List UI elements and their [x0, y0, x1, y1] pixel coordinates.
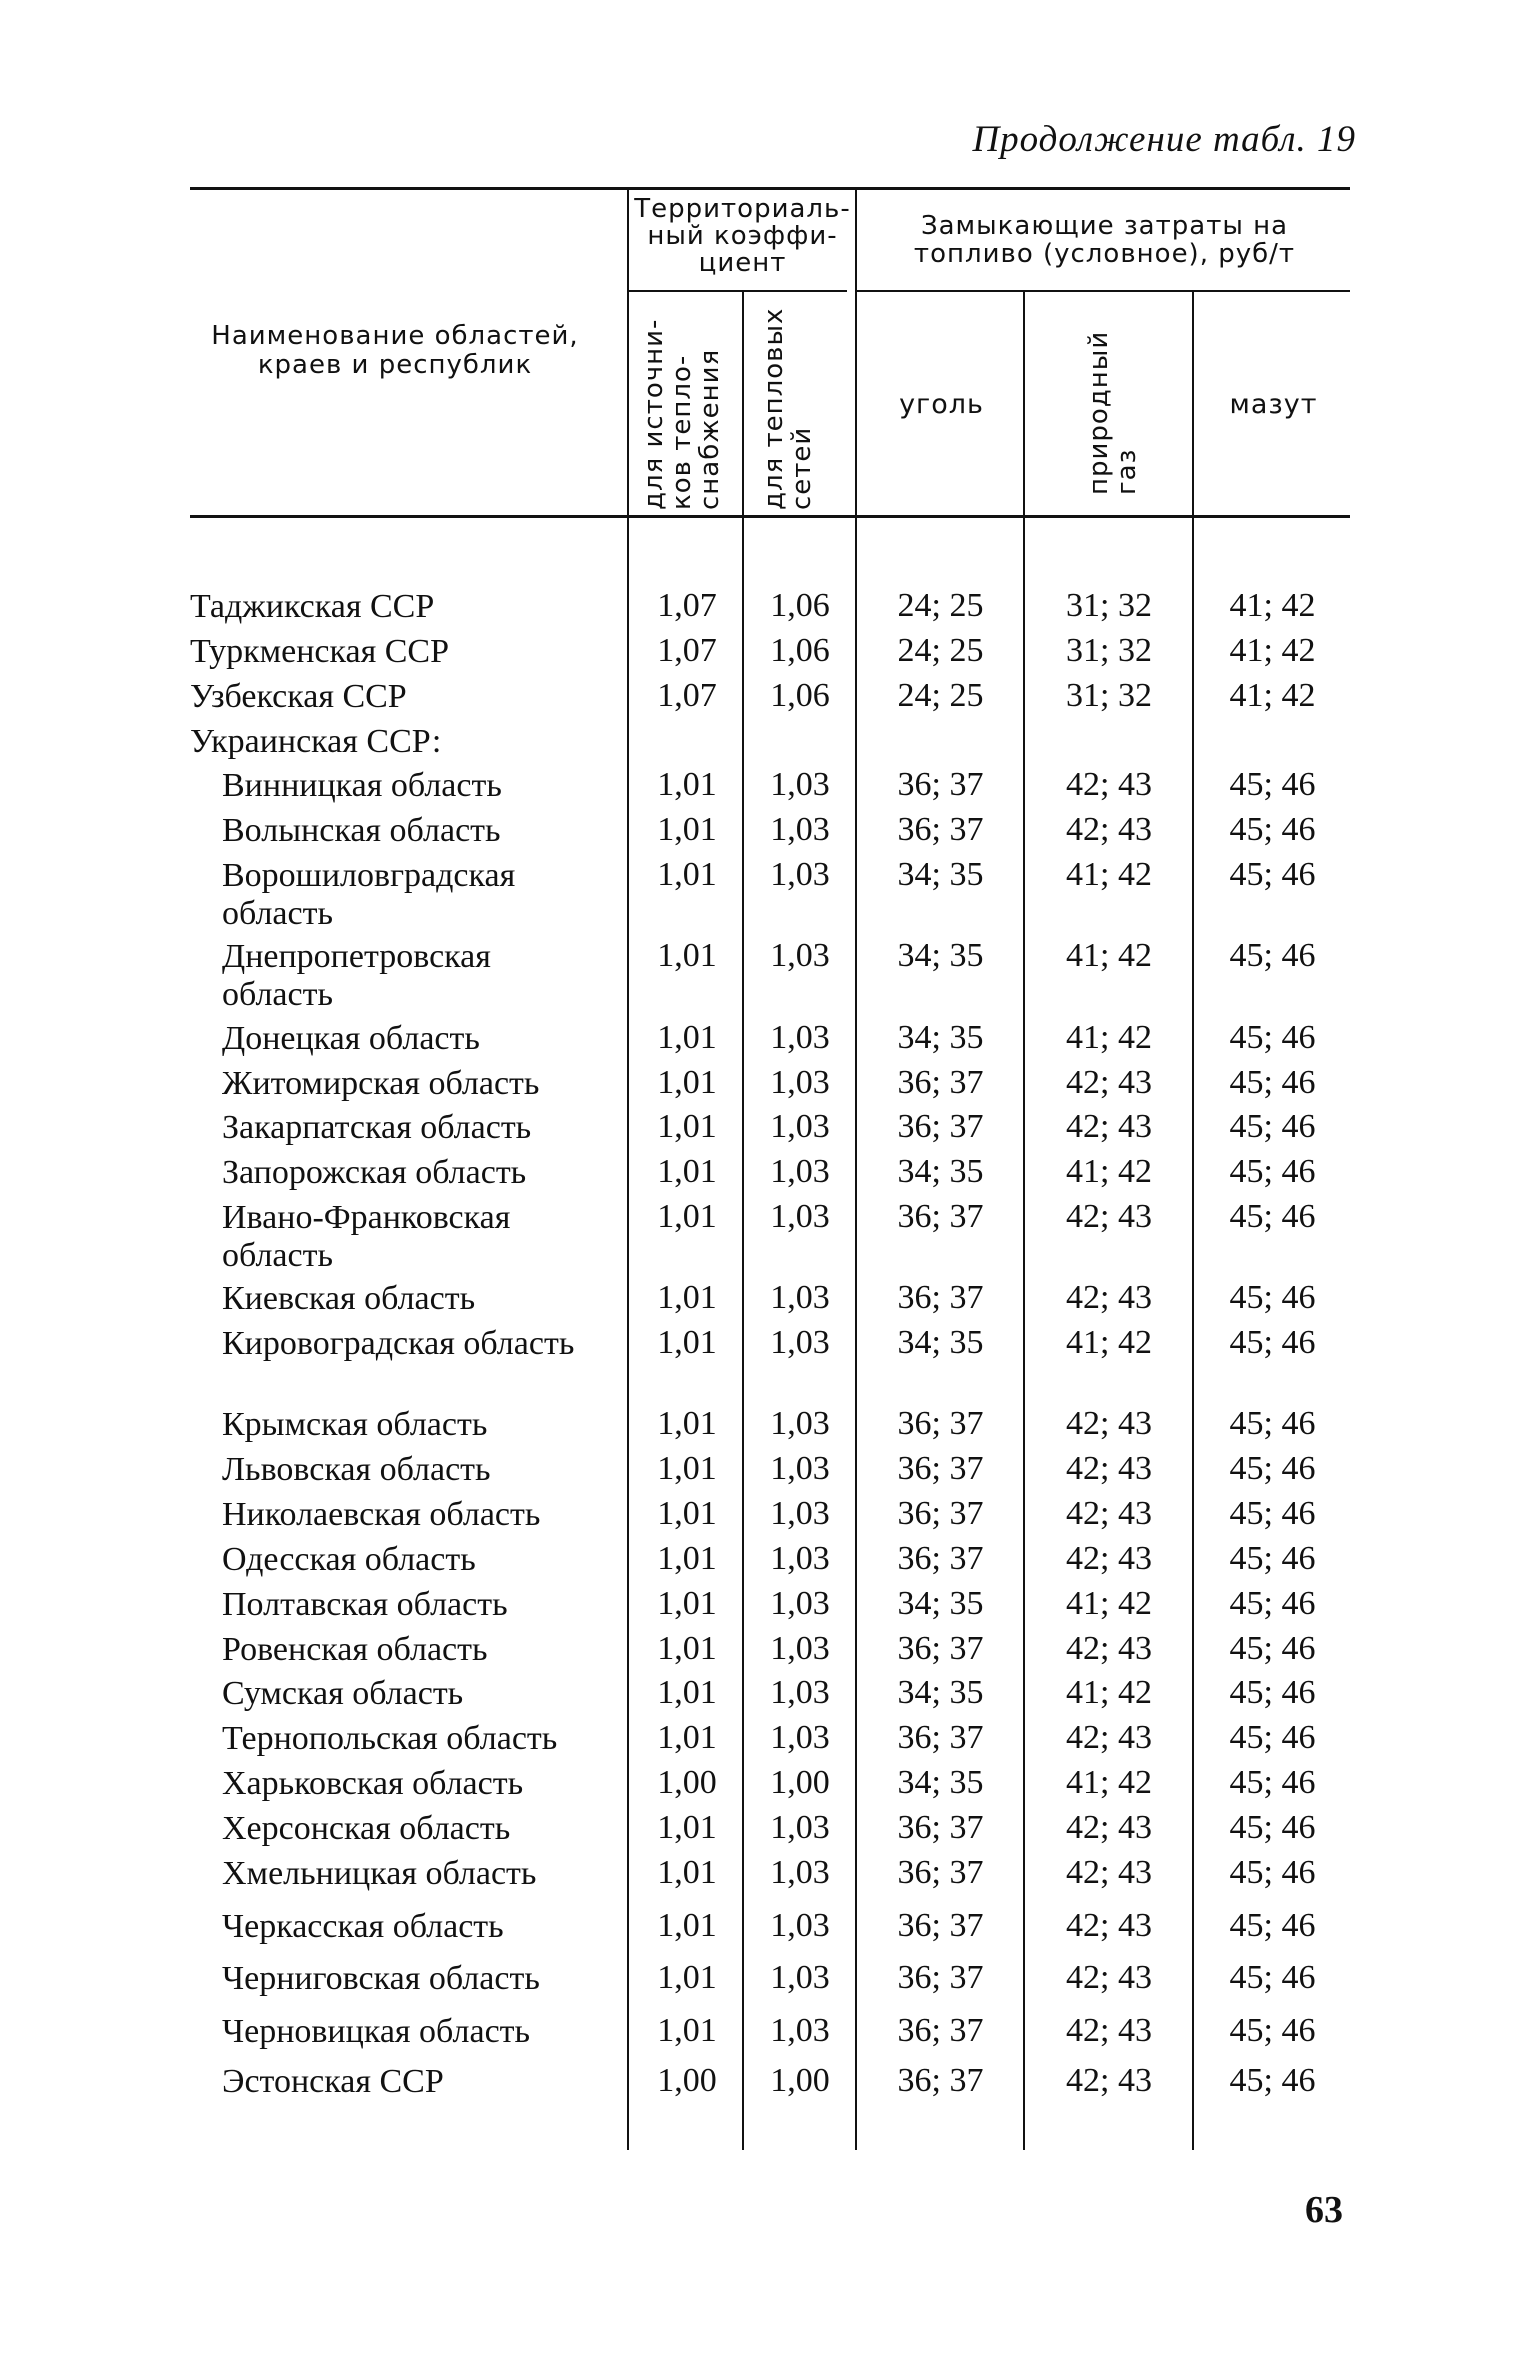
cell-oil: 45; 46: [1229, 2062, 1316, 2099]
cell-gas: 42; 43: [1066, 1108, 1152, 1145]
cell-coal: 36; 37: [897, 1495, 984, 1532]
cell-gas: 42; 43: [1066, 1959, 1152, 1996]
cell-coal: 36; 37: [897, 2012, 984, 2049]
cell-net: 1,03: [770, 937, 830, 974]
cell-coal: 36; 37: [897, 1630, 984, 1667]
cell-src: 1,01: [657, 1585, 717, 1622]
row-name: Украинская ССР:: [190, 723, 442, 760]
cell-gas: 31; 32: [1066, 587, 1152, 624]
row-name: Черниговская область: [222, 1960, 540, 1997]
cell-oil: 45; 46: [1229, 811, 1316, 848]
cell-src: 1,07: [657, 587, 717, 624]
row-name: Закарпатская область: [222, 1109, 532, 1146]
row-name: Ровенская область: [222, 1631, 488, 1668]
cell-src: 1,01: [657, 1153, 717, 1190]
row-name: Львовская область: [222, 1451, 491, 1488]
cell-net: 1,03: [770, 1854, 830, 1891]
cell-oil: 45; 46: [1229, 1809, 1316, 1846]
cell-oil: 45; 46: [1229, 1630, 1316, 1667]
cell-gas: 41; 42: [1066, 937, 1152, 974]
table-caption: Продолжение табл. 19: [972, 119, 1356, 160]
cell-gas: 42; 43: [1066, 1064, 1152, 1101]
row-name: Одесская область: [222, 1541, 476, 1578]
cell-coal: 24; 25: [897, 632, 984, 669]
cell-oil: 45; 46: [1229, 1907, 1316, 1944]
row-name: Николаевская область: [222, 1496, 541, 1533]
cell-src: 1,01: [657, 1674, 717, 1711]
cell-src: 1,01: [657, 811, 717, 848]
cell-src: 1,07: [657, 677, 717, 714]
cell-oil: 45; 46: [1229, 1153, 1316, 1190]
cell-gas: 42; 43: [1066, 766, 1152, 803]
cell-coal: 36; 37: [897, 1907, 984, 1944]
cell-net: 1,06: [770, 587, 830, 624]
cell-gas: 41; 42: [1066, 1674, 1152, 1711]
cell-src: 1,01: [657, 1019, 717, 1056]
cell-gas: 42; 43: [1066, 1279, 1152, 1316]
cell-net: 1,03: [770, 1279, 830, 1316]
cell-coal: 36; 37: [897, 1108, 984, 1145]
page-number: 63: [1305, 2189, 1343, 2231]
row-name: Узбекская ССР: [190, 678, 407, 715]
cell-oil: 41; 42: [1229, 677, 1316, 714]
cell-src: 1,00: [657, 1764, 717, 1801]
cell-coal: 34; 35: [897, 1585, 984, 1622]
header-coef-group: Территориаль-ный коэффи-циент: [634, 194, 851, 278]
cell-oil: 45; 46: [1229, 1495, 1316, 1532]
cell-gas: 41; 42: [1066, 856, 1152, 893]
cell-net: 1,03: [770, 1198, 830, 1235]
cell-gas: 42; 43: [1066, 1854, 1152, 1891]
cell-net: 1,03: [770, 1719, 830, 1756]
cell-net: 1,03: [770, 1064, 830, 1101]
row-name: Харьковская область: [222, 1765, 524, 1802]
cell-gas: 42; 43: [1066, 1907, 1152, 1944]
cell-oil: 45; 46: [1229, 1854, 1316, 1891]
cell-coal: 36; 37: [897, 1959, 984, 1996]
row-name: Эстонская ССР: [222, 2063, 444, 2100]
cell-coal: 36; 37: [897, 1450, 984, 1487]
cell-gas: 42; 43: [1066, 1540, 1152, 1577]
header-fuel-oil: мазут: [1229, 389, 1318, 420]
cell-coal: 34; 35: [897, 1764, 984, 1801]
cell-net: 1,03: [770, 1405, 830, 1442]
cell-src: 1,01: [657, 1854, 717, 1891]
row-name: Киевская область: [222, 1280, 476, 1317]
cell-net: 1,03: [770, 1324, 830, 1361]
cell-oil: 45; 46: [1229, 766, 1316, 803]
row-name: Черкасская область: [222, 1908, 504, 1945]
cell-oil: 45; 46: [1229, 1064, 1316, 1101]
row-name: Туркменская ССР: [190, 633, 449, 670]
cell-gas: 42; 43: [1066, 1198, 1152, 1235]
cell-src: 1,01: [657, 1630, 717, 1667]
cell-oil: 45; 46: [1229, 1540, 1316, 1577]
cell-gas: 41; 42: [1066, 1324, 1152, 1361]
cell-coal: 36; 37: [897, 1719, 984, 1756]
cell-src: 1,01: [657, 1108, 717, 1145]
cell-src: 1,01: [657, 1450, 717, 1487]
cell-net: 1,03: [770, 811, 830, 848]
cell-oil: 45; 46: [1229, 1719, 1316, 1756]
cell-oil: 41; 42: [1229, 632, 1316, 669]
header-coef-sources: для источни- ков тепло- снабжения: [639, 318, 725, 510]
row-name: Сумская область: [222, 1675, 464, 1712]
cell-src: 1,01: [657, 2012, 717, 2049]
cell-coal: 34; 35: [897, 937, 984, 974]
header-cost-group: Замыкающие затраты на топливо (условное), руб/т: [913, 211, 1296, 269]
cell-net: 1,00: [770, 1764, 830, 1801]
cell-src: 1,01: [657, 1064, 717, 1101]
cell-src: 1,01: [657, 1324, 717, 1361]
cell-gas: 41; 42: [1066, 1585, 1152, 1622]
cell-gas: 31; 32: [1066, 677, 1152, 714]
cell-coal: 36; 37: [897, 1198, 984, 1235]
cell-src: 1,01: [657, 766, 717, 803]
cell-gas: 42; 43: [1066, 811, 1152, 848]
row-name: Черновицкая область: [222, 2013, 531, 2050]
cell-src: 1,01: [657, 856, 717, 893]
cell-coal: 34; 35: [897, 1324, 984, 1361]
cell-net: 1,03: [770, 1540, 830, 1577]
cell-coal: 24; 25: [897, 677, 984, 714]
cell-coal: 36; 37: [897, 1064, 984, 1101]
row-name: Таджикская ССР: [190, 588, 435, 625]
row-name: Кировоградская область: [222, 1325, 575, 1362]
cell-src: 1,01: [657, 1907, 717, 1944]
header-gas: природный газ: [1084, 330, 1142, 495]
cell-net: 1,03: [770, 1108, 830, 1145]
cell-src: 1,07: [657, 632, 717, 669]
row-name: Днепропетровская область: [222, 938, 491, 1013]
cell-net: 1,00: [770, 2062, 830, 2099]
cell-src: 1,00: [657, 2062, 717, 2099]
cell-src: 1,01: [657, 937, 717, 974]
cell-src: 1,01: [657, 1198, 717, 1235]
row-name: Крымская область: [222, 1406, 488, 1443]
cell-net: 1,03: [770, 1019, 830, 1056]
row-name: Волынская область: [222, 812, 501, 849]
cell-oil: 45; 46: [1229, 1108, 1316, 1145]
cell-gas: 42; 43: [1066, 2062, 1152, 2099]
cell-oil: 45; 46: [1229, 2012, 1316, 2049]
row-name: Житомирская область: [222, 1065, 540, 1102]
cell-net: 1,03: [770, 856, 830, 893]
cell-coal: 34; 35: [897, 856, 984, 893]
cell-gas: 42; 43: [1066, 1405, 1152, 1442]
cell-net: 1,03: [770, 1450, 830, 1487]
cell-coal: 24; 25: [897, 587, 984, 624]
cell-net: 1,03: [770, 1674, 830, 1711]
cell-gas: 31; 32: [1066, 632, 1152, 669]
cell-oil: 45; 46: [1229, 1959, 1316, 1996]
row-name: Полтавская область: [222, 1586, 508, 1623]
cell-oil: 41; 42: [1229, 587, 1316, 624]
cell-gas: 42; 43: [1066, 1450, 1152, 1487]
cell-net: 1,06: [770, 632, 830, 669]
cell-src: 1,01: [657, 1279, 717, 1316]
row-name: Донецкая область: [222, 1020, 480, 1057]
cell-src: 1,01: [657, 1719, 717, 1756]
cell-gas: 42; 43: [1066, 1809, 1152, 1846]
header-coal: уголь: [899, 389, 984, 420]
cell-oil: 45; 46: [1229, 937, 1316, 974]
cell-net: 1,03: [770, 1809, 830, 1846]
header-name-column: Наименование областей, краев и республик: [211, 321, 579, 380]
cell-coal: 36; 37: [897, 1405, 984, 1442]
cell-src: 1,01: [657, 1405, 717, 1442]
row-name: Запорожская область: [222, 1154, 527, 1191]
cell-net: 1,03: [770, 1630, 830, 1667]
cell-oil: 45; 46: [1229, 1450, 1316, 1487]
cell-coal: 36; 37: [897, 1540, 984, 1577]
row-name: Ворошиловградская область: [222, 857, 516, 932]
row-name: Винницкая область: [222, 767, 502, 804]
cell-oil: 45; 46: [1229, 1198, 1316, 1235]
row-name: Тернопольская область: [222, 1720, 558, 1757]
cell-net: 1,06: [770, 677, 830, 714]
cell-oil: 45; 46: [1229, 1405, 1316, 1442]
cell-net: 1,03: [770, 1495, 830, 1532]
cell-src: 1,01: [657, 1540, 717, 1577]
row-name: Ивано-Франковская область: [222, 1199, 511, 1274]
cell-net: 1,03: [770, 1153, 830, 1190]
cell-coal: 36; 37: [897, 811, 984, 848]
cell-gas: 42; 43: [1066, 2012, 1152, 2049]
cell-oil: 45; 46: [1229, 1585, 1316, 1622]
cell-net: 1,03: [770, 2012, 830, 2049]
cell-gas: 42; 43: [1066, 1630, 1152, 1667]
cell-coal: 34; 35: [897, 1019, 984, 1056]
cell-gas: 42; 43: [1066, 1719, 1152, 1756]
cell-net: 1,03: [770, 766, 830, 803]
cell-src: 1,01: [657, 1959, 717, 1996]
cell-coal: 36; 37: [897, 766, 984, 803]
cell-coal: 36; 37: [897, 1279, 984, 1316]
cell-oil: 45; 46: [1229, 1764, 1316, 1801]
cell-gas: 41; 42: [1066, 1019, 1152, 1056]
cell-gas: 42; 43: [1066, 1495, 1152, 1532]
cell-gas: 41; 42: [1066, 1153, 1152, 1190]
cell-coal: 36; 37: [897, 1809, 984, 1846]
cell-gas: 41; 42: [1066, 1764, 1152, 1801]
cell-oil: 45; 46: [1229, 1279, 1316, 1316]
cell-oil: 45; 46: [1229, 856, 1316, 893]
cell-src: 1,01: [657, 1495, 717, 1532]
cell-net: 1,03: [770, 1585, 830, 1622]
row-name: Хмельницкая область: [222, 1855, 537, 1892]
cell-coal: 34; 35: [897, 1674, 984, 1711]
cell-src: 1,01: [657, 1809, 717, 1846]
cell-coal: 36; 37: [897, 1854, 984, 1891]
cell-coal: 34; 35: [897, 1153, 984, 1190]
cell-coal: 36; 37: [897, 2062, 984, 2099]
row-name: Херсонская область: [222, 1810, 511, 1847]
cell-oil: 45; 46: [1229, 1324, 1316, 1361]
cell-net: 1,03: [770, 1907, 830, 1944]
cell-oil: 45; 46: [1229, 1674, 1316, 1711]
cell-oil: 45; 46: [1229, 1019, 1316, 1056]
header-coef-networks: для тепловых сетей: [759, 307, 817, 510]
cell-net: 1,03: [770, 1959, 830, 1996]
